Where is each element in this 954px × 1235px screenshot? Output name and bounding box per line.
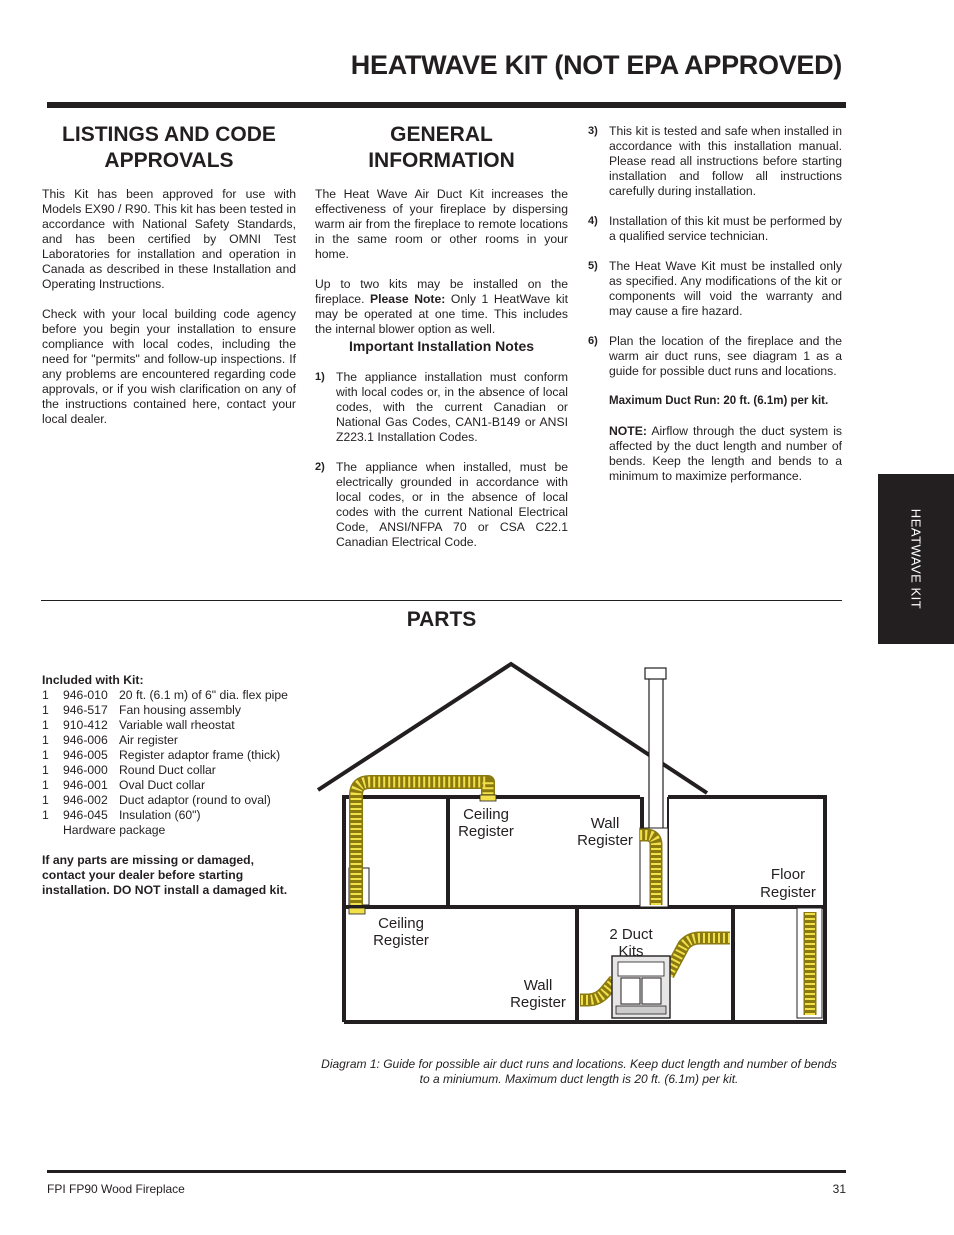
chimney-cap <box>645 668 666 679</box>
diagram-caption: Diagram 1: Guide for possible air duct runs and locations. Keep duct length and number of bends to a miniumum. Maximum duct length is 20 ft. (6.1m) per kit. <box>321 1057 837 1086</box>
label-duct-kits: Kits <box>618 943 644 960</box>
house-duct-diagram <box>312 655 846 1035</box>
parts-item: 1 946-006 Air register <box>42 733 178 747</box>
listings-paragraph: This Kit has been approved for use with Models EX90 / R90. This kit has been tested in accordance with National Safety Standards, and has been certified by OMNI Test Laboratories for installation and operation in Canada as described in these Installation and Operating Instructions. <box>42 187 296 291</box>
fireplace-unit <box>612 956 670 1018</box>
note-item: 3) This kit is tested and safe when installed in accordance with this installation manual. Please read all instructions before starting installation and follow all instructions carefully during installation. <box>588 124 842 198</box>
parts-item: 1 946-517 Fan housing assembly <box>42 703 241 717</box>
note-item: 6) Plan the location of the fireplace and the warm air duct runs, see diagram 1 as a guide for possible duct runs and locations. <box>588 334 842 378</box>
parts-item: 1 946-002 Duct adaptor (round to oval) <box>42 793 271 807</box>
installation-notes-list <box>315 370 568 565</box>
parts-item: 1 946-000 Round Duct collar <box>42 763 216 777</box>
top-divider <box>47 102 846 108</box>
flex-duct-attic-ribs <box>356 782 488 905</box>
ceiling-register-grille <box>349 908 365 914</box>
label-ceiling-register-lower: Register <box>373 932 429 949</box>
wall-right-bottom <box>344 797 825 1022</box>
label-floor-register: Register <box>760 884 816 901</box>
included-heading: Included with Kit: <box>42 673 144 687</box>
general-body <box>315 187 568 352</box>
parts-list <box>42 673 298 898</box>
label-ceiling-register-upper: Ceiling <box>463 806 509 823</box>
footer-title: FPI FP90 Wood Fireplace <box>47 1182 185 1196</box>
label-ceiling-register-upper: Register <box>458 823 514 840</box>
label-wall-register-lower: Register <box>510 994 566 1011</box>
airflow-note: NOTE: Airflow through the duct system is affected by the duct length and number of bends. Keep the length and bends to a minimum to maximize performance. <box>609 424 842 483</box>
parts-item: 1 910-412 Variable wall rheostat <box>42 718 235 732</box>
note-item: 4) Installation of this kit must be performed by a qualified service technician. <box>588 214 842 243</box>
general-heading: GENERAL INFORMATION <box>368 123 515 172</box>
label-wall-register-lower: Wall <box>523 977 553 994</box>
notes-continued <box>588 124 842 499</box>
note-item: 1) The appliance installation must conform with local codes or, in the absence of local codes, with the current Canadian or National Gas Codes, CAN1-B149 or ANSI Z223.1 Installation Codes. <box>315 370 568 444</box>
note-item: 5) The Heat Wave Kit must be installed only as specified. Any modifications of the kit or components will void the warranty and may cause a fire hazard. <box>588 259 842 318</box>
label-duct-kits: 2 Duct <box>609 926 653 943</box>
missing-parts-warning: If any parts are missing or damaged, contact your dealer before starting installation. DO NOT install a damaged kit. <box>42 853 288 897</box>
page-number: 31 <box>832 1182 846 1196</box>
section-side-tab: HEATWAVE KIT <box>878 474 954 644</box>
label-wall-register-upper: Wall <box>590 815 620 832</box>
bottom-divider <box>47 1170 846 1173</box>
general-paragraph: Up to two kits may be installed on the fireplace. Please Note: Only 1 HeatWave kit may be operated at one time. This includes the internal blower option as well. <box>315 277 569 336</box>
installation-notes-heading: Important Installation Notes <box>348 338 535 354</box>
listings-paragraph: Check with your local building code agency before you begin your installation to ensure compliance with local codes, including the need for "permits" and follow-up inspections. If any problems are encountered regarding code approvals, or if you wish clarification on any of the instructions contained here, contact your local dealer. <box>42 307 296 426</box>
general-paragraph: The Heat Wave Air Duct Kit increases the effectiveness of your fireplace by dispersing warm air from the fireplace to remote locations in the same room or other rooms in your home. <box>315 187 568 261</box>
flex-duct-attic <box>356 782 488 905</box>
max-duct-run: Maximum Duct Run: 20 ft. (6.1m) per kit. <box>609 395 829 407</box>
parts-item: 1 946-005 Register adaptor frame (thick) <box>42 748 281 762</box>
listings-heading: LISTINGS AND CODE APPROVALS <box>62 123 276 172</box>
parts-item: 1 946-045 Insulation (60") <box>42 808 201 822</box>
section-divider <box>41 600 842 601</box>
label-ceiling-register-lower: Ceiling <box>378 915 424 932</box>
label-floor-register: Floor <box>770 866 806 883</box>
parts-item: 1 946-010 20 ft. (6.1 m) of 6" dia. flex pipe <box>42 688 288 702</box>
parts-item: 1 946-001 Oval Duct collar <box>42 778 206 792</box>
page-title: HEATWAVE KIT (NOT EPA APPROVED) <box>350 50 842 80</box>
note-item: 2) The appliance when installed, must be electrically grounded in accordance with local codes, or in the absence of local codes with the current National Electrical Code, ANSI/NFPA 70 or CSA C22.1 Canadian Electrical Code. <box>315 460 568 549</box>
ceiling-register-grille <box>480 795 496 801</box>
label-wall-register-upper: Register <box>577 832 633 849</box>
parts-heading: PARTS <box>406 608 477 631</box>
parts-item: Hardware package <box>63 823 166 837</box>
listings-body <box>42 187 296 442</box>
